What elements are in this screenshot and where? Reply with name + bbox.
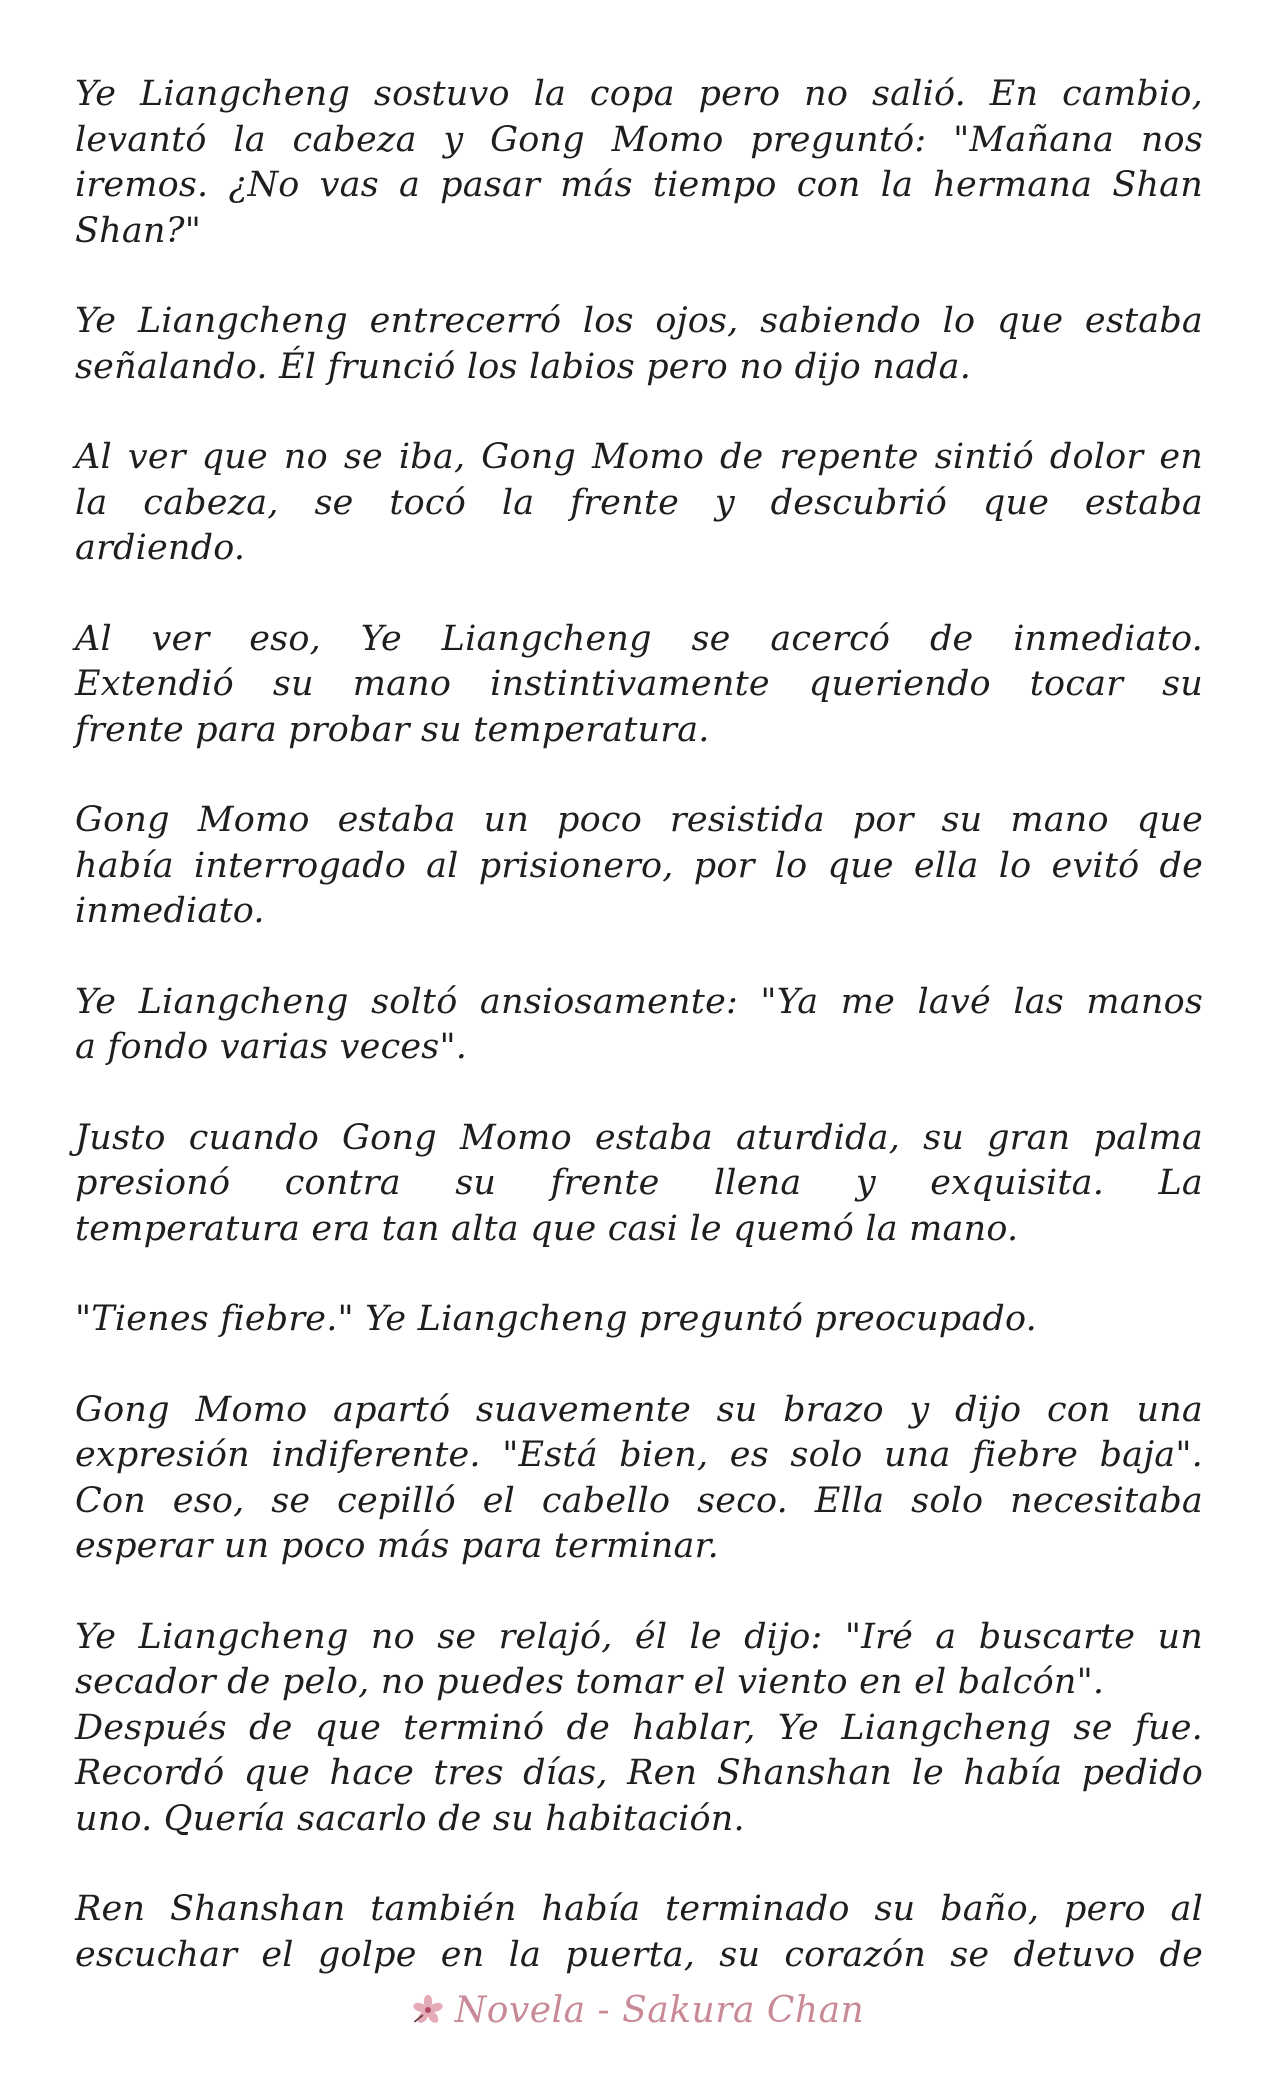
paragraph-3 <box>75 435 1203 572</box>
sakura-flower-icon <box>411 1993 445 2027</box>
text-line: expresión indiferente. "Está bien, es solo una fiebre baja". <box>75 1435 1203 1475</box>
text-line: inmediato. <box>75 891 265 931</box>
text-line: Gong Momo estaba un poco resistida por su mano que <box>75 800 1203 840</box>
text-line: señalando. Él frunció los labios pero no dijo nada. <box>75 346 972 387</box>
text-line: uno. Quería sacarlo de su habitación. <box>75 1798 745 1839</box>
paragraph-6 <box>75 980 1203 1071</box>
paragraph-7 <box>75 1116 1203 1253</box>
text-line: Ye Liangcheng entrecerró los ojos, sabiendo lo que estaba <box>75 301 1203 341</box>
text-line: frente para probar su temperatura. <box>75 709 710 750</box>
text-line: Ye Liangcheng no se relajó, él le dijo: "Iré a buscarte un <box>75 1616 1203 1657</box>
text-line: Justo cuando Gong Momo estaba aturdida, su gran palma <box>75 1117 1203 1158</box>
paragraph-4 <box>75 617 1203 754</box>
text-line: esperar un poco más para terminar. <box>75 1526 719 1566</box>
text-line: Recordó que hace tres días, Ren Shanshan le había pedido <box>75 1753 1203 1793</box>
paragraph-1 <box>75 72 1203 254</box>
paragraph-9 <box>75 1388 1203 1570</box>
paragraph-5 <box>75 798 1203 935</box>
text-line: Después de que terminó de hablar, Ye Liangcheng se fue. <box>75 1707 1203 1748</box>
text-line: Ye Liangcheng soltó ansiosamente: "Ya me lavé las manos <box>75 981 1203 1022</box>
paragraph-8 <box>75 1297 1203 1343</box>
text-line: escuchar el golpe en la puerta, su corazón se detuvo de <box>75 1934 1203 1975</box>
text-line: secador de pelo, no puedes tomar el viento en el balcón". <box>75 1662 1105 1702</box>
text-line: Al ver eso, Ye Liangcheng se acercó de inmediato. <box>75 618 1203 659</box>
text-line: ardiendo. <box>75 528 246 568</box>
paragraph-10 <box>75 1615 1203 1843</box>
text-line: iremos. ¿No vas a pasar más tiempo con la hermana Shan <box>75 165 1203 205</box>
text-line: a fondo varias veces". <box>75 1027 468 1067</box>
paragraph-11 <box>75 1887 1203 1978</box>
document-body <box>75 72 1203 1978</box>
text-line: Ren Shanshan también había terminado su baño, pero al <box>75 1889 1203 1929</box>
text-line: Con eso, se cepilló el cabello seco. Ella solo necesitaba <box>75 1480 1203 1521</box>
text-line: Ye Liangcheng sostuvo la copa pero no salió. En cambio, <box>75 74 1203 114</box>
text-line: la cabeza, se tocó la frente y descubrió que estaba <box>75 482 1203 523</box>
text-line: Gong Momo apartó suavemente su brazo y dijo con una <box>75 1389 1203 1430</box>
text-line: Al ver que no se iba, Gong Momo de repente sintió dolor en <box>75 437 1203 477</box>
text-line: presionó contra su frente llena y exquisita. La <box>75 1163 1203 1203</box>
paragraph-2 <box>75 299 1203 390</box>
text-line: había interrogado al prisionero, por lo que ella lo evitó de <box>75 845 1203 886</box>
text-line: temperatura era tan alta que casi le quemó la mano. <box>75 1208 1019 1249</box>
watermark-footer <box>0 1985 1275 2035</box>
text-line: Shan?" <box>75 210 201 251</box>
text-line: levantó la cabeza y Gong Momo preguntó: "Mañana nos <box>75 119 1203 160</box>
text-line: Extendió su mano instintivamente queriendo tocar su <box>75 664 1203 704</box>
watermark-text: Novela - Sakura Chan <box>454 1989 865 2031</box>
text-line: "Tienes fiebre." Ye Liangcheng preguntó preocupado. <box>75 1299 1037 1339</box>
